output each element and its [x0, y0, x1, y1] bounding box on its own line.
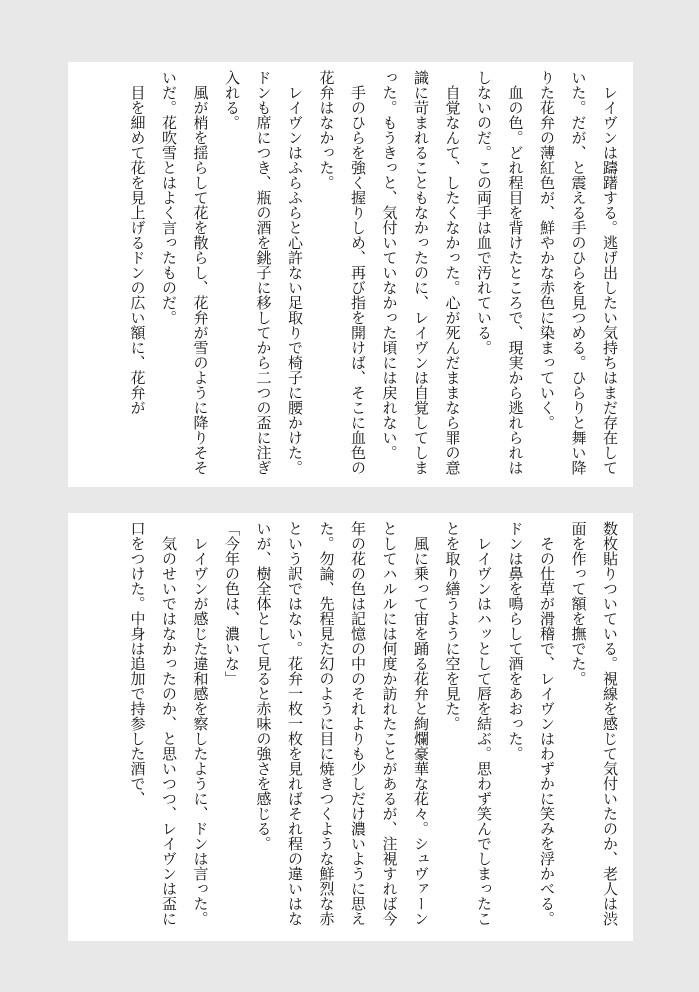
- paragraph: 自覚なんて、したくなかった。心が死んだままなら罪の意識に苛まれることもなかったのに、レイヴンは自覚してしまった。もうきっと、気付いていなかった頃には戻れない。: [380, 70, 462, 475]
- paragraph: その仕草が滑稽で、レイヴンはわずかに笑みを浮かべる。ドンは鼻を鳴らして酒をあおった。: [506, 521, 556, 926]
- paragraph: レイヴンはふらふらと心許ない足取りで椅子に腰かけた。ドンも席につき、瓶の酒を銚子に移してから二つの盃に注ぎ入れる。: [223, 70, 304, 475]
- paragraph: レイヴンはハッとして唇を結ぶ。思わず笑んでしまったことを取り繕うように空を見た。: [443, 521, 493, 926]
- paragraph: 手のひらを強く握りしめ、再び指を開けば、そこに血色の花弁はなかった。: [317, 70, 367, 475]
- paragraph: レイヴンは躊躇する。逃げ出したい気持ちはまだ存在していた。だが、と震える手のひらを見つめる。ひらりと舞い降りた花弁の薄紅色が、鮮やかな赤色に染まっていく。: [538, 70, 619, 475]
- paragraph: レイヴンが感じた違和感を察したように、ドンは言った。: [191, 521, 210, 926]
- paragraph: 血の色。どれ程目を背けたところで、現実から逃れられはしないのだ。この両手は血で汚れている。: [475, 70, 525, 475]
- page-bottom: [68, 513, 633, 941]
- page-top: [68, 62, 633, 487]
- page-top-text: [121, 70, 625, 479]
- paragraph: 風に乗って宙を踊る花弁と絢爛豪華な花々。シュヴァーンとしてハルルには何度か訪れたことがあるが、注視すれば今年の花の色は記憶の中のそれよりも少しだけ濃いように思えた。勿論、先程見た幻のように目に焼きつくような鮮烈な赤という訳ではない。花弁一枚一枚を見ればそれ程の違いはないが、樹全体として見ると赤味の強さを感じる。: [254, 521, 430, 926]
- paragraph: 目を細めて花を見上げるドンの広い額に、花弁が: [128, 70, 147, 415]
- paragraph: 数枚貼りついている。視線を感じて気付いたのか、老人は渋面を作って額を撫でた。: [569, 521, 619, 926]
- paragraph: 「今年の色は、濃いな」: [223, 521, 241, 686]
- paragraph: 風が梢を揺らして花を散らし、花弁が雪のように降りそそいだ。花吹雪とはよく言ったものだ。: [160, 70, 210, 475]
- page-bottom-text: [121, 521, 625, 933]
- paragraph: 気のせいではなかったのか、と思いつつ、レイヴンは盃に口をつけた。中身は追加で持参した酒で、: [128, 521, 178, 926]
